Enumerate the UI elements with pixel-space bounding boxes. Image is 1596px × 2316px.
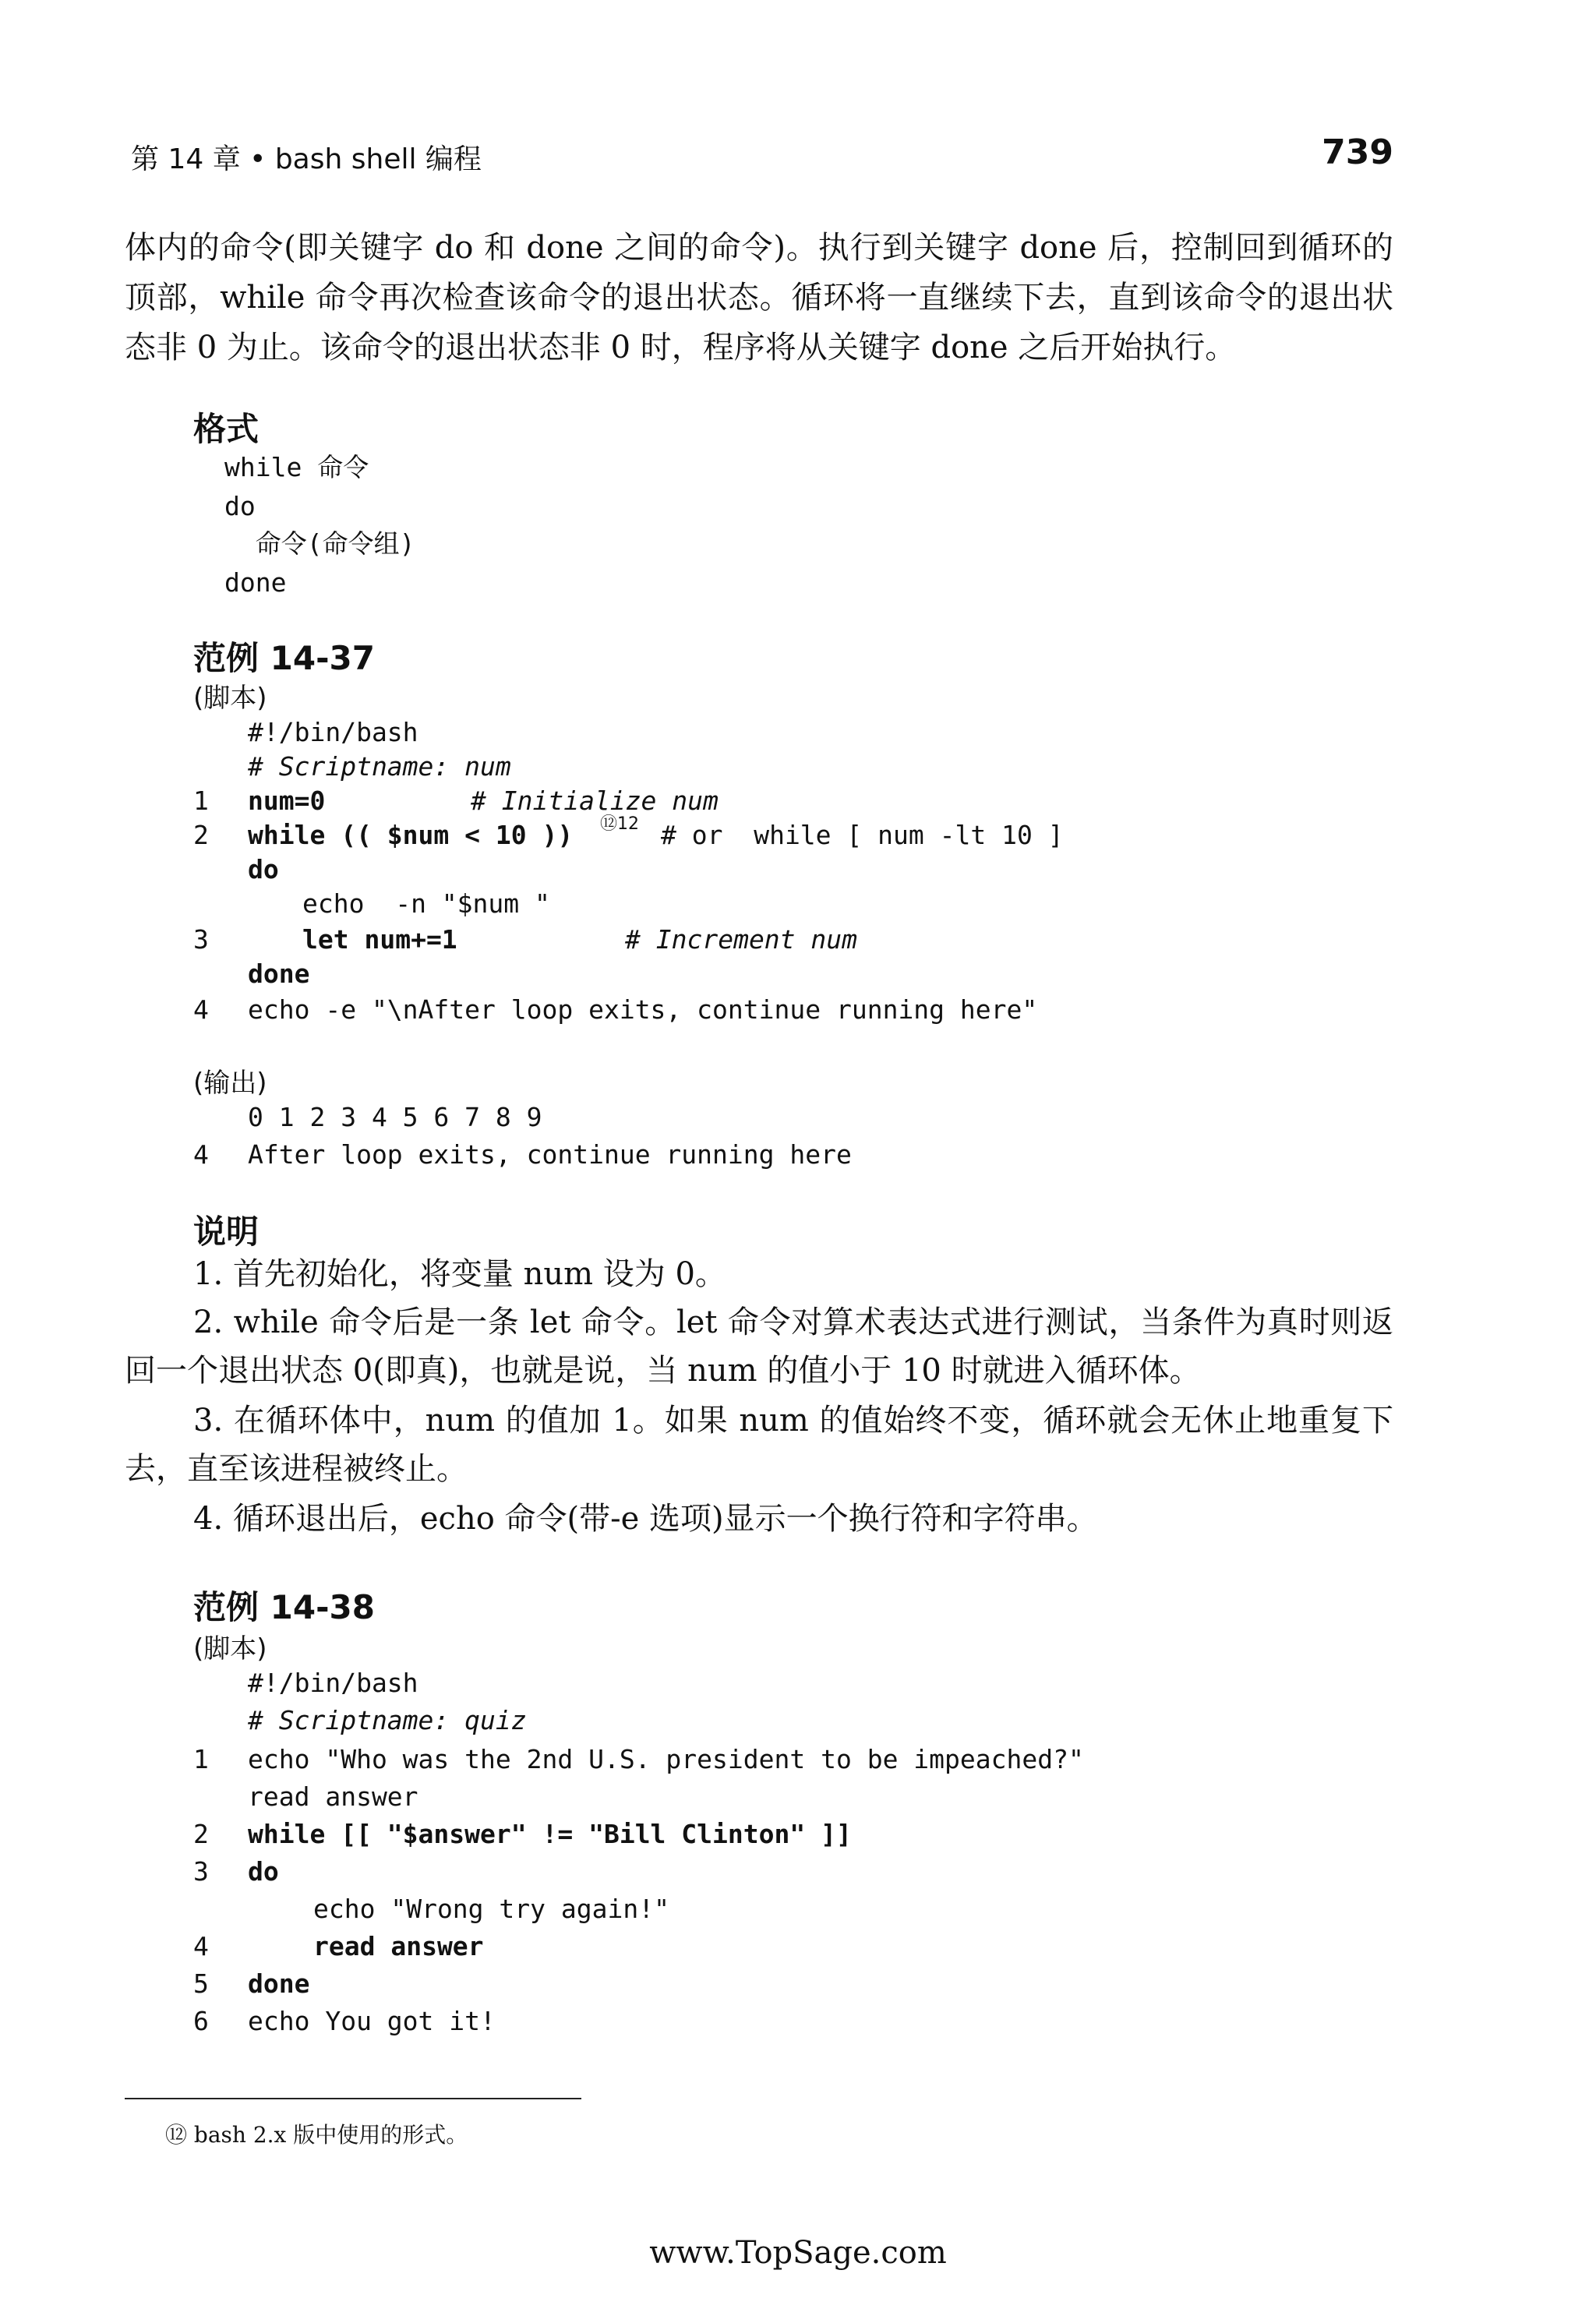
ex38-shebang: #!/bin/bash [248,1668,418,1698]
ex37-done: done [248,959,310,989]
footnote-divider [125,2098,581,2099]
ex38-line-1-code: echo "Who was the 2nd U.S. president to be impeached?" [248,1744,1084,1774]
format-line-3: 命令(命令组) [224,528,415,559]
intro-paragraph: 体内的命令(即关键字 do 和 done 之间的命令)。执行到关键字 done 后，控制回到循环的顶部，while 命令再次检查该命令的退出状态。循环将一直继续下去，直到该命令的退出状态非 0 为止。该命令的退出状态非 0 时，程序将从关键字 done 之后开始执行。 [125,230,1393,365]
ex37-shebang: #!/bin/bash [248,717,418,747]
ex38-line-number-5: 5 [193,1968,209,1999]
explanation-heading: 说明 [193,1213,260,1251]
ex38-line-number-2: 2 [193,1819,209,1849]
explanation-note-3: 3. 在循环体中，num 的值加 1。如果 num 的值始终不变，循环就会无休止地重复下去，直至该进程被终止。 [125,1403,1393,1487]
explanation-note-2: 2. while 命令后是一条 let 命令。let 命令对算术表达式进行测试，当条件为真时则返回一个退出状态 0(即真)，也就是说，当 num 的值小于 10 时就进入循环体。 [125,1305,1393,1389]
ex38-read-line: read answer [248,1781,418,1812]
ex37-output-line-2: After loop exits, continue running here [248,1139,852,1170]
ex37-line-number-3: 3 [193,924,209,955]
ex37-do: do [248,854,279,884]
ex38-line-6-code: echo You got it! [248,2006,496,2036]
explanation-note-4: 4. 循环退出后，echo 命令(带-e 选项)显示一个换行符和字符串。 [193,1501,1098,1537]
footer-url: www.TopSage.com [649,2235,947,2271]
ex37-line-3-code: let num+=1 [302,924,457,955]
example-37-script-label: (脚本) [193,683,267,714]
example-38-script-label: (脚本) [193,1633,267,1665]
ex37-line-number-1: 1 [193,786,209,816]
format-heading: 格式 [193,410,260,448]
ex38-scriptname: # Scriptname: quiz [248,1705,527,1735]
ex37-line-3-comment: # Increment num [625,924,858,955]
ex37-line-1-code: num=0 [248,786,326,816]
format-line-2: do [224,491,256,521]
ex38-line-4-code: read answer [313,1931,484,1961]
ex38-line-number-1: 1 [193,1744,209,1774]
ex38-line-2-code: while [[ "$answer" != "Bill Clinton" ]] [248,1819,852,1849]
ex37-line-2-comment: # or while [ num -lt 10 ] [661,820,1064,850]
format-line-4: done [224,567,287,598]
footnote-text: ⑫ bash 2.x 版中使用的形式。 [165,2122,468,2148]
running-header [131,132,1393,179]
ex37-output-line-number: 4 [193,1139,209,1170]
ex37-output-line-1: 0 1 2 3 4 5 6 7 8 9 [248,1102,542,1132]
ex37-line-number-4: 4 [193,994,209,1025]
example-37-heading: 范例 14-37 [193,639,375,677]
example-37-output-label: (输出) [193,1068,267,1099]
footnote-marker: ⑫12 [600,814,639,834]
explanation-note-1: 1. 首先初始化，将变量 num 设为 0。 [193,1256,726,1292]
ex38-line-number-6: 6 [193,2006,209,2036]
ex37-echo-line: echo -n "$num " [302,888,550,919]
page-number: 739 [1322,132,1393,172]
ex37-scriptname: # Scriptname: num [248,751,511,782]
ex38-echo-line: echo "Wrong try again!" [313,1894,669,1924]
ex38-line-5-code: done [248,1968,310,1999]
ex38-line-number-4: 4 [193,1931,209,1961]
ex37-line-1-comment: # Initialize num [471,786,719,816]
example-38-heading: 范例 14-38 [193,1588,375,1626]
ex37-line-number-2: 2 [193,820,209,850]
ex38-line-number-3: 3 [193,1856,209,1887]
ex38-line-3-code: do [248,1856,279,1887]
ex37-line-2-code: while (( $num < 10 )) [248,820,574,850]
running-title: 第 14 章 • bash shell 编程 [131,143,482,175]
ex37-line-4-code: echo -e "\nAfter loop exits, continue running here" [248,994,1038,1025]
format-line-1: while 命令 [224,452,369,482]
